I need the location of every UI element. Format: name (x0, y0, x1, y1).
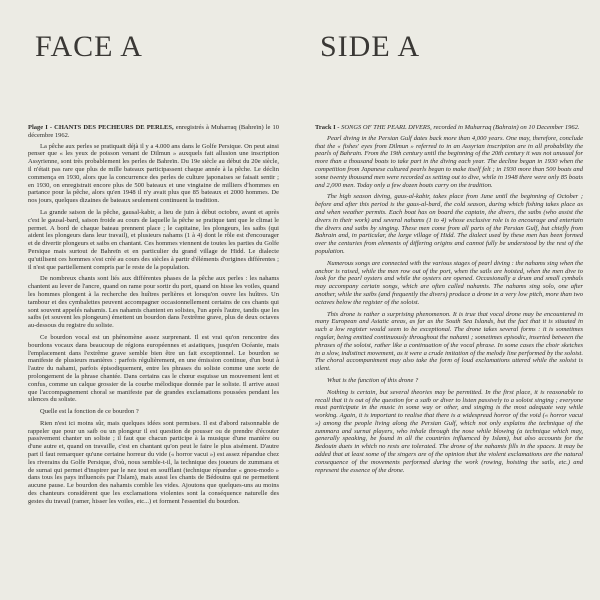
side-a-heading: SIDE A (320, 30, 421, 63)
french-track-title (28, 124, 279, 140)
english-paragraph: This drone is rather a surprising phenomenon. It is true that vocal drone may be encountered in many European and Asiatic areas, as far as the South Sea Islands, but the fact that it is situated in such a low register would seem to be exceptional. The drone takes several forms : it is sometimes regular, being emitted continuously throughout the nahami ; sometimes episodic, inserted between the phrases of the soloist, rather like a continuation of the vocal phrase. In some cases the choir sketches in a slow, indistinct movement, as it were a crude imitation of the melody line performed by the soloist. The choral accompaniment may also take the form of loud exclamations uttered while the soloist is silent. (315, 310, 583, 373)
english-paragraph: Pearl diving in the Persian Gulf dates back more than 4,000 years. One may, therefore, conclude that the « fishes' eyes from Dilmun » referred to in an Assyrian inscription are in all probability the pearls of Bahrain. From the 19th century until the beginning of the 20th century it was not unusual for more than a thousand boats to take part in the diving each year. The decline began in 1930 when the competition from Japanese cultured pearls began to make itself felt ; in 1930 more than 500 boats and some twenty thousand men were recorded as setting out to dive, while in 1948 there were only 85 boats and 2,000 men. Today only a few dozen boats carry on the tradition. (315, 134, 583, 189)
english-track-title (315, 124, 583, 132)
english-body (315, 124, 583, 474)
english-question: What is the function of this drone ? (327, 376, 419, 384)
french-body (28, 124, 279, 510)
french-paragraph: De nombreux chants sont liés aux différentes phases de la pêche aux perles : les nahams chantent au lever de l'ancre, quand on rame pour sortir du port, quand on hisse les voiles, quand les hommes plongent à la recherche des huîtres perlières et lorsqu'on ouvre les huîtres. Un tambour et des cymbalettes peuvent accompagner occasionnellement certains de ces chants qui sont souvent appelés nahamis. Les nahamis chantent en solistes, l'un après l'autre, tandis que les saibs (et souvent les plongeurs) émettent un bourdon dans l'extrême grave, plus de deux octaves au-dessous du registre du soliste. (28, 275, 279, 330)
english-paragraph: The high season diving, gaus-al-kabir, takes place from June until the beginning of October ; before and after this period is the gaus-al-bard, the cold season, during which fishing takes place as and when weather permits. Each boat has on board the captain, the divers, the saibs (who assist the divers in their work) and several nahams (1 to 4) whose exclusive role is to encourage and entertain the divers and saibs by singing. These men come from all parts of the Persian Gulf, but chiefly from Bahrain and, in particular, the large village of Hidd. The dialect used by these men has been formed over the centuries from elements of differing origins and cannot fully be understood by the rest of the population. (315, 193, 583, 255)
english-paragraph: Numerous songs are connected with the various stages of pearl diving : the nahams sing when the anchor is raised, while the men row out of the port, when the sails are hoisted, when the men dive to look for the pearl oysters and while the oysters are opened. Occasionally a drum and small cymbals may accompany certain songs, which are often called nahamis. The nahams sing solo, one after another, while the saibs (and frequently the divers) produce a drone in a very low pitch, more than two octaves below the register of the soloist. (315, 259, 583, 306)
french-question: Quelle est la fonction de ce bourdon ? (40, 408, 139, 416)
french-paragraph: Rien n'est ici moins sûr, mais quelques idées sont permises. Il est d'abord raisonnable de rappeler que pour un saib ou un plongeur il est question de pousser ou de prendre d'écouter passivement chanter un soliste ; il faut que chacun participe à la musique d'une manière ou d'une autre et, quand on travaille, c'est en chantant qu'on peut le faire le plus aisément. D'autre part il faut remarquer qu'une certaine horreur du vide (« horror vacui ») est assez répandue chez les riverains du Golfe Persique, d'où, nous semble-t-il, la technique des joueurs de zummara et de surnai qui permet d'inspirer par le nez tout en soufflant (technique répandue « gnou-modo » dans tous les pays influencés par l'Islam), mais aussi les chants de Bédouins qui ne permettent aucune pause. Le bourdon des nahamis comble les vides. Ajoutons que quelques-uns au moins des chanteurs considèrent que les exclamations violentes sont la conséquence naturelle des gestes du travail (ramer, hisser les voiles, etc...) et forment l'essentiel du bourdon. (28, 419, 279, 505)
french-paragraph: Ce bourdon vocal est un phénomène assez surprenant. Il est vrai qu'on rencontre des bourdons vocaux dans beaucoup de régions européennes et asiatiques, jusqu'en Océanie, mais l'emplacement dans l'extrême grave semble bien être un fait exceptionnel. Le bourdon se manifeste de plusieurs manières : parfois régulièrement, en une émission continue, d'un bout à l'autre du nahami, parfois épisodiquement, entre les phrases du soliste comme une sorte de prolongement de la phrase chantée. Dans certains cas le chœur esquisse un mouvement lent et confus, comme un calque grossier de la courbe mélodique donnée par le soliste. Il arrive aussi que l'accompagnement choral se manifeste par de grandes exclamations poussées pendant les silences du soliste. (28, 333, 279, 404)
english-track-meta: SONGS OF THE PEARL DIVERS, recorded in Muharraq (Bahrain) on 10 December 1962. (341, 124, 580, 131)
french-track-meta: enregistrés à Muharraq (Bahreïn) le 10 décembre 1962. (28, 124, 279, 139)
french-track-label: Plage I - CHANTS DES PECHEURS DE PERLES, (28, 124, 174, 131)
french-paragraph: La grande saison de la pêche, gausal-kabir, a lieu de juin à début octobre, avant et après c'est le gausal-bard, saison froide au cours de laquelle la pêche se pratique tant que le climat le permet. A bord de chaque bateau prennent place ; le capitaine, les plongeurs, les saibs (qui aident les plongeurs dans leur travail), et plusieurs nahams (1 à 4) dont le rôle est d'encourager et de divertir plongeurs et saibs en chantant. Ces hommes viennent de toutes les parties du Golfe Persique mais surtout de Bahreïn et en particulier du grand village de Hidd. Le dialecte qu'utilisent ces hommes s'est créé au cours des siècles à partir d'éléments d'origines différentes ; il n'est que partiellement compris par le reste de la population. (28, 208, 279, 271)
face-a-heading: FACE A (35, 30, 143, 63)
english-paragraph: Nothing is certain, but several theories may be permitted. In the first place, it is reasonable to recall that it is out of the question for a saib or diver to listen passively to a soloist singing ; everyone must participate in the music in some way or other, and singing is the most adequate way while working. Again, it is important to realise that there is a widespread horror of the void (« horror vacui ») among the people living along the Persian Gulf, which not only explains the technique of the zummara and surnai players, who inhale through the nose while blowing (a technique which may, generally speaking, be found in all the countries influenced by Islam), but also accounts for the Bedouin duets in which no rests are tolerated. The drone of the nahamis fills in the spaces. It may be added that at least some of the singers are of the opinion that the violent exclamations are the natural consequence of the movements performed during the work (rowing, hoisting the sails, etc.) and represent the essence of the drone. (315, 388, 583, 474)
french-paragraph: La pêche aux perles se pratiquait déjà il y a 4.000 ans dans le Golfe Persique. On peut ainsi penser que « les yeux de poisson venant de Dilmun » auxquels fait allusion une inscription Assyrienne, sont très probablement les perles de Bahreïn. Du 19e siècle au début du 20e siècle, il n'était pas rare que plus de mille bateaux participassent chaque année à la pêche. Le déclin commença en 1930, alors que la concurrence des perles de culture japonaises se faisait sentir ; en 1930, on enregistrait encore plus de 500 bateaux et une vingtaine de milliers d'hommes en partance pour la pêche, alors qu'en 1948 il n'y avait plus que 85 bateaux et 2000 hommes. De nos jours, quelques dizaines de bateaux seulement continuent la tradition. (28, 142, 279, 205)
english-track-label: Track I - (315, 124, 340, 131)
